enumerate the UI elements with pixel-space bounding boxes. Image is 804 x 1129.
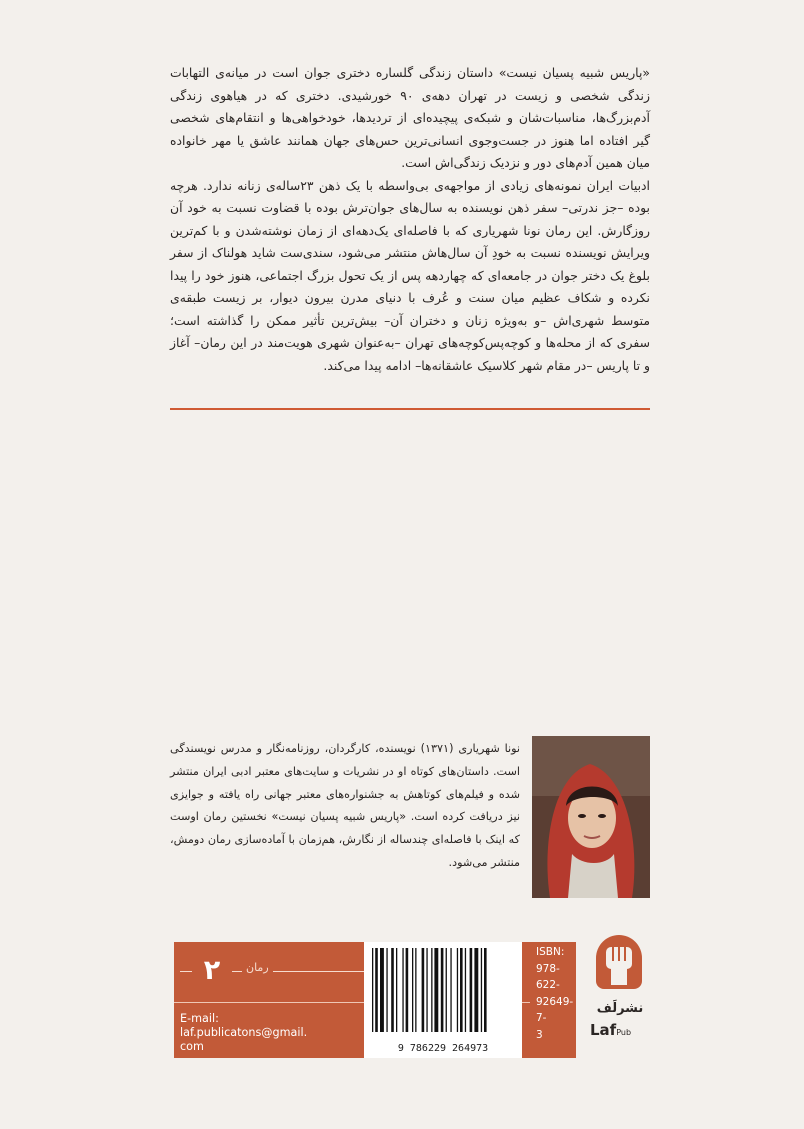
barcode-bar — [422, 948, 425, 1032]
series-deco-word: رمان — [242, 961, 273, 974]
barcode-bar — [426, 948, 427, 1032]
barcode-bar — [431, 948, 432, 1032]
publisher-name-en-main: Laf — [590, 1021, 617, 1039]
publisher-name-fa: نشرلَف — [596, 1001, 644, 1016]
email-label: E-mail: — [180, 1012, 219, 1025]
barcode-digits: 9 786229 264973 — [397, 1043, 489, 1054]
barcode-bar — [450, 948, 451, 1032]
isbn-line-2: 622- — [536, 979, 560, 991]
email-address-line1: laf.publicatons@gmail. — [180, 1026, 308, 1039]
barcode-bar — [391, 948, 394, 1032]
publisher-name-en-suffix: Pub — [616, 1028, 632, 1037]
isbn-line-4: 7- — [536, 1012, 547, 1024]
barcode-bar — [406, 948, 409, 1032]
barcode-bar — [372, 948, 373, 1032]
isbn-label: ISBN: — [536, 946, 565, 958]
barcode-bar — [434, 948, 438, 1032]
isbn-line-5: 3 — [536, 1028, 543, 1041]
publisher-name-en — [590, 1021, 650, 1039]
isbn-line-1: 978- — [536, 962, 560, 975]
publisher-logo — [584, 935, 654, 1060]
barcode-bar — [396, 948, 397, 1032]
barcode-bar — [402, 948, 403, 1032]
blurb-paragraph-1: «پاریس شبیه پسیان نیست» داستان زندگی گلساره دختری جوان است در میانه‌ی التهابات زندگی شخصی و زیست در تهران دهه‌ی ۹۰ خورشیدی. دختری که در هیاهوی زندگی آدم‌بزرگ‌ها، مناسبات‌شان و شبکه‌ی پیچیده‌ای از تردیدها، خودخواهی‌ها و انتقام‌های شخصی گیر افتاده اما هنوز در جست‌وجوی انسانی‌ترین حس‌های جهان همانند عاشق یا مهر خانواده میان همین آدم‌های دور و نزدیک زندگی‌اش است. — [170, 65, 650, 170]
barcode-bar — [415, 948, 416, 1032]
barcode-bar — [457, 948, 458, 1032]
author-bio: نونا شهریاری (۱۳۷۱) نویسنده، کارگردان، روزنامه‌نگار و مدرس نویسندگی است. داستان‌های کوتاه او در نشریات و سایت‌های معتبر ادبی ایران منتشر شده و فیلم‌های کوتاهش به جشنواره‌های معتبر جهانی راه یافته و جوایزی نیز دریافت کرده است. «پاریس شبیه پسیان نیست» نخستین رمان اوست که اینک با فاصله‌ای چندساله از نگارش، هم‌زمان با آماده‌سازی رمان دومش، منتشر می‌شود. — [170, 742, 521, 869]
barcode-bar — [446, 948, 447, 1032]
series-number: ۲ — [192, 952, 232, 990]
email-address-line2: com — [180, 1040, 204, 1053]
isbn-box — [530, 942, 576, 1058]
blurb-paragraph-2: ادبیات ایران نمونه‌های زیادی از مواجهه‌ی بی‌واسطه با یک ذهن ۲۳ساله‌ی زنانه ندارد. هرچه بوده –جز ندرتی– سفر ذهن نویسنده به سال‌های جوان‌ترش بوده با قضاوت نسبت به خود آن روزگارش. این رمان نونا شهریاری که با فاصله‌ای یک‌دهه‌ای از زمان نوشته‌شدن و با کم‌ترین ویرایش نویسنده نسبت به خودِ آن سال‌هاش منتشر می‌شود، سندی‌ست شاید هولناک از سفر بلوغ یک دختر جوان در جامعه‌ای که چهاردهه پس از یک تحول بزرگ اجتماعی، هنوز خود را پیدا نکرده و شکاف عظیم میان سنت و عُرف با دنیای مدرن بیرون دیوار، بر زیست طبقه‌ی متوسط شهری‌اش –و به‌ویژه زنان و دختران آن– بیش‌ترین تأثیر ممکن را گذاشته است؛ سفری که از محله‌ها و کوچه‌پس‌کوچه‌های تهران –به‌عنوان شهری هویت‌مند در این رمان– آغاز و تا پاریس –در مقام شهر کلاسیک عاشقانه‌ها– ادامه پیدا می‌کند. — [170, 177, 650, 373]
author-photo — [532, 736, 650, 898]
barcode-bar — [484, 948, 487, 1032]
barcode-bar — [441, 948, 444, 1032]
barcode — [364, 942, 522, 1058]
barcode-bar — [386, 948, 387, 1032]
barcode-bars — [364, 942, 522, 1040]
barcode-bar — [474, 948, 478, 1032]
fist-icon — [596, 935, 642, 989]
barcode-bar — [412, 948, 413, 1032]
divider-rule — [170, 408, 650, 410]
barcode-bar — [380, 948, 384, 1032]
barcode-bar — [465, 948, 466, 1032]
contact-email — [180, 1012, 360, 1054]
isbn-line-3: 92649- — [536, 995, 574, 1008]
barcode-bar — [470, 948, 473, 1032]
author-section — [170, 736, 650, 898]
barcode-bar — [375, 948, 378, 1032]
barcode-bar — [481, 948, 482, 1032]
barcode-bar — [460, 948, 463, 1032]
back-cover-blurb — [170, 62, 650, 377]
